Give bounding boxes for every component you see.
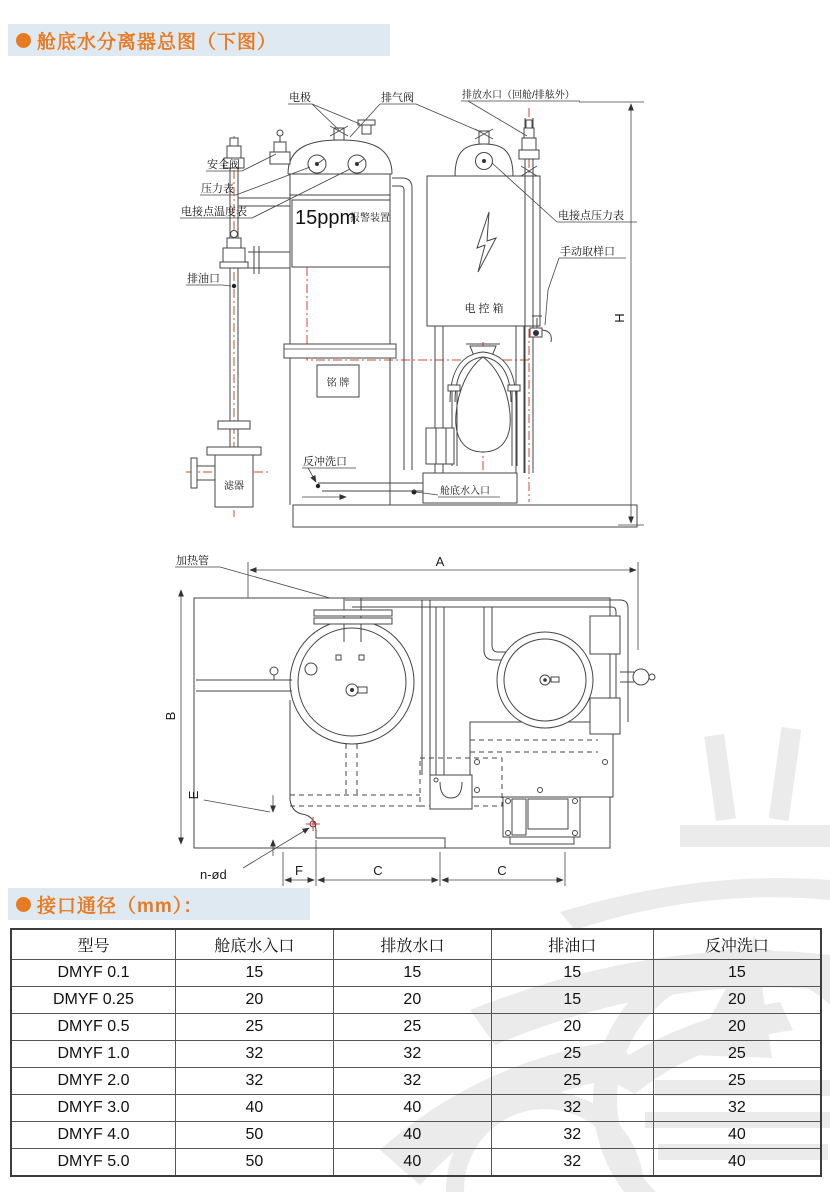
- diameter-table: [10, 928, 822, 1177]
- table-row: [11, 1041, 821, 1068]
- model-cell: DMYF 0.1: [11, 960, 175, 987]
- diameter-cell: 15: [491, 987, 653, 1014]
- diameter-cell: 15: [333, 960, 491, 987]
- dim-e-label: E: [186, 790, 201, 800]
- elbow-block: [430, 775, 472, 809]
- filter-label: 滤器: [224, 481, 244, 492]
- bolt-holes-label: n-ød: [200, 867, 227, 882]
- alarm-device-label: 报警装置: [350, 213, 390, 224]
- contact-pressure-gauge-label: 电接点压力表: [558, 210, 624, 222]
- diameter-cell: 20: [333, 987, 491, 1014]
- diameter-cell: 32: [333, 1041, 491, 1068]
- diameter-cell: 25: [491, 1041, 653, 1068]
- section-header-overview: [8, 24, 390, 56]
- table-row: [11, 1122, 821, 1149]
- model-cell: DMYF 0.5: [11, 1014, 175, 1041]
- tank-outlet-pipe: [392, 178, 412, 470]
- dim-h-label: H: [612, 313, 627, 323]
- diameter-cell: 32: [491, 1095, 653, 1122]
- motor-assembly: [503, 797, 580, 844]
- diameter-cell: 40: [333, 1149, 491, 1177]
- model-cell: DMYF 3.0: [11, 1095, 175, 1122]
- vent-valve-label: 排气阀: [381, 92, 414, 104]
- alarm-15ppm-label: 15ppm: [295, 207, 357, 229]
- heating-pipe-callout: [175, 553, 344, 602]
- filter: [191, 421, 261, 507]
- backflush-pipe: [302, 483, 423, 497]
- dim-a-label: A: [435, 554, 445, 569]
- base-plate: [293, 505, 637, 527]
- table-header-row: [11, 929, 821, 960]
- diameter-cell: 15: [491, 960, 653, 987]
- dim-c2-label: C: [497, 863, 507, 878]
- column-header: 型号: [11, 929, 175, 960]
- overview-title: 舱底水分离器总图（下图）: [37, 31, 278, 53]
- diameter-cell: 15: [175, 960, 333, 987]
- diameter-cell: 25: [175, 1014, 333, 1041]
- dimension-b: [163, 590, 181, 844]
- bullet-icon: [16, 33, 31, 48]
- electrode-label: 电极: [289, 92, 311, 104]
- diameters-title: 接口通径（mm）：: [37, 895, 204, 917]
- dim-f-label: F: [295, 863, 303, 878]
- control-box-label: 电 控 箱: [464, 303, 504, 315]
- bilge-inlet-label: 舱底水入口: [440, 486, 490, 497]
- model-cell: DMYF 1.0: [11, 1041, 175, 1068]
- safety-valve-label: 安全阀: [207, 159, 240, 171]
- oil-drain-label: 排油口: [187, 273, 220, 285]
- diameter-cell: 50: [175, 1149, 333, 1177]
- diameter-cell: 15: [653, 960, 821, 987]
- table-row: [11, 987, 821, 1014]
- front-view-diagram: [172, 76, 650, 538]
- diameter-cell: 40: [175, 1095, 333, 1122]
- column-header: 反冲洗口: [653, 929, 821, 960]
- pressure-gauge-label: 压力表: [201, 183, 234, 195]
- model-cell: DMYF 2.0: [11, 1068, 175, 1095]
- diameter-cell: 20: [175, 987, 333, 1014]
- motor-block: [426, 428, 454, 464]
- table-row: [11, 1014, 821, 1041]
- model-cell: DMYF 4.0: [11, 1122, 175, 1149]
- table-row: [11, 1149, 821, 1177]
- column-header: 排放水口: [333, 929, 491, 960]
- top-view-diagram: [160, 548, 660, 892]
- diameter-cell: 20: [653, 987, 821, 1014]
- dim-c1-label: C: [373, 863, 383, 878]
- diameter-cell: 25: [491, 1068, 653, 1095]
- column-header: 排油口: [491, 929, 653, 960]
- diameter-cell: 25: [333, 1014, 491, 1041]
- table-row: [11, 1068, 821, 1095]
- diameter-cell: 32: [333, 1068, 491, 1095]
- diameter-cell: 32: [175, 1068, 333, 1095]
- table-row: [11, 1095, 821, 1122]
- nameplate-label: 铭 牌: [326, 378, 350, 389]
- diameter-cell: 32: [653, 1095, 821, 1122]
- column-header: 舱底水入口: [175, 929, 333, 960]
- section-header-diameters: [8, 888, 310, 920]
- diameter-cell: 40: [333, 1122, 491, 1149]
- bullet-icon: [16, 897, 31, 912]
- dimension-h: [579, 102, 644, 525]
- dim-b-label: B: [163, 711, 178, 721]
- diameter-cell: 20: [653, 1014, 821, 1041]
- discharge-port-label: 排放水口（回舱/排舷外）: [462, 90, 575, 101]
- diameter-cell: 25: [653, 1068, 821, 1095]
- contact-thermometer-label: 电接点温度表: [181, 206, 247, 218]
- pump: [426, 344, 520, 466]
- table-body: [11, 960, 821, 1177]
- diameter-cell: 40: [653, 1122, 821, 1149]
- model-cell: DMYF 0.25: [11, 987, 175, 1014]
- sampling-port-label: 手动取样口: [560, 246, 615, 258]
- collector-tank-top: [497, 632, 593, 728]
- diameter-cell: 25: [653, 1041, 821, 1068]
- diameter-cell: 50: [175, 1122, 333, 1149]
- diameter-cell: 32: [491, 1149, 653, 1177]
- heating-pipe-label: 加热管: [176, 555, 209, 567]
- diameter-cell: 32: [491, 1122, 653, 1149]
- model-cell: DMYF 5.0: [11, 1149, 175, 1177]
- diameter-cell: 40: [653, 1149, 821, 1177]
- inlet-pedestal: [412, 473, 518, 503]
- diameter-cell: 32: [175, 1041, 333, 1068]
- safety-valve-body: [270, 152, 290, 164]
- backflush-label: 反冲洗口: [303, 456, 347, 468]
- diameter-cell: 40: [333, 1095, 491, 1122]
- table-row: [11, 960, 821, 987]
- diameter-cell: 20: [491, 1014, 653, 1041]
